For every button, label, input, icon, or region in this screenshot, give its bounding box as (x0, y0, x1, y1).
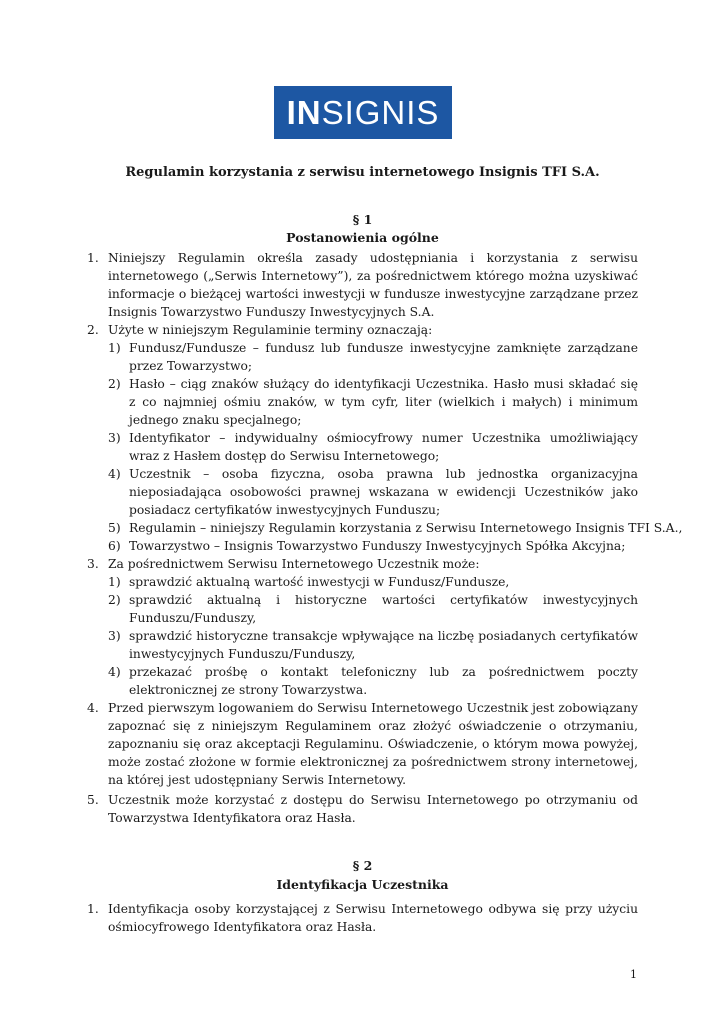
section-2-number: § 2 (352, 858, 373, 873)
item-2-1-marker-s2: 1. (87, 902, 99, 916)
logo-text-signis: SIGNIS (321, 93, 440, 131)
item-4-text: Przed pierwszym logowaniem do Serwisu Internetowego Uczestnik jest zobowiązany zapoznać się z niniejszym Regulaminem oraz złożyć oświadczenie o otrzymaniu, zapoznaniu się oraz akceptacji Regulaminu. Oświadczenie, o którym mowa powyżej, może zostać złożone w formie elektronicznej za pośrednictwem strony internetowej, na której jest udostępniany Serwis Internetowy. (108, 701, 638, 787)
item-3-4-marker: 4) (108, 665, 121, 679)
item-3-3-text: sprawdzić historyczne transakcje wpływające na liczbę posiadanych certyfikatów inwestycyjnych Funduszu/Funduszy, (129, 629, 638, 661)
item-1-marker: 1. (87, 251, 99, 265)
item-2-3-marker: 3) (108, 431, 121, 445)
item-3-1-marker: 1) (108, 575, 121, 589)
item-2-1-marker: 1) (108, 341, 121, 355)
item-4-marker: 4. (87, 701, 99, 715)
section-1-number: § 1 (352, 212, 373, 227)
item-2-1-text-s2: Identyfikacja osoby korzystającej z Serwisu Internetowego odbywa się przy użyciu ośmiocyfrowego Identyfikatora oraz Hasła. (108, 902, 638, 934)
item-5-marker: 5. (87, 793, 99, 807)
item-2-5-marker: 5) (108, 521, 121, 535)
item-3-2-text: sprawdzić aktualną i historyczne wartości certyfikatów inwestycyjnych Funduszu/Funduszy, (129, 593, 638, 625)
section-1-title: Postanowienia ogólne (286, 230, 439, 245)
section-2-title: Identyfikacja Uczestnika (276, 877, 449, 892)
item-2-text: Użyte w niniejszym Regulaminie terminy oznaczają: (108, 323, 433, 337)
item-2-2-marker: 2) (108, 377, 121, 391)
item-5-text: Uczestnik może korzystać z dostępu do Serwisu Internetowego po otrzymaniu od Towarzystwa Identyfikatora oraz Hasła. (108, 793, 638, 825)
item-2-3-text: Identyfikator – indywidualny ośmiocyfrowy numer Uczestnika umożliwiający wraz z Hasłem dostęp do Serwisu Internetowego; (129, 431, 638, 463)
item-3-3-marker: 3) (108, 629, 121, 643)
item-2-6-marker: 6) (108, 539, 121, 553)
item-2-marker: 2. (87, 323, 99, 337)
item-3-4-text: przekazać prośbę o kontakt telefoniczny lub za pośrednictwem poczty elektronicznej ze strony Towarzystwa. (129, 665, 638, 697)
logo-text-in: IN (286, 93, 322, 131)
document-title: Regulamin korzystania z serwisu internetowego Insignis TFI S.A. (125, 165, 600, 180)
item-2-1-text: Fundusz/Fundusze – fundusz lub fundusze inwestycyjne zamknięte zarządzane przez Towarzystwo; (129, 341, 638, 373)
item-2-4-marker: 4) (108, 467, 121, 481)
item-2-4-text: Uczestnik – osoba fizyczna, osoba prawna lub jednostka organizacyjna nieposiadająca osobowości prawnej wskazana w ewidencji Uczestników jako posiadacz certyfikatów inwestycyjnych Funduszu; (129, 467, 638, 517)
item-3-text: Za pośrednictwem Serwisu Internetowego Uczestnik może: (108, 557, 480, 571)
item-2-5-text: Regulamin – niniejszy Regulamin korzystania z Serwisu Internetowego Insignis TFI S.A., (129, 521, 683, 535)
item-2-6-text: Towarzystwo – Insignis Towarzystwo Funduszy Inwestycyjnych Spółka Akcyjna; (129, 539, 626, 553)
item-2-2-text: Hasło – ciąg znaków służący do identyfikacji Uczestnika. Hasło musi składać się z co najmniej ośmiu znaków, w tym cyfr, liter (wielkich i małych) i minimum jednego znaku specjalnego; (129, 377, 638, 427)
insignis-logo (274, 86, 452, 139)
item-1-text: Niniejszy Regulamin określa zasady udostępniania i korzystania z serwisu internetowego („Serwis Internetowy”), za pośrednictwem którego można uzyskiwać informacje o bieżącej wartości inwestycji w fundusze inwestycyjne zarządzane przez Insignis Towarzystwo Funduszy Inwestycyjnych S.A. (108, 251, 638, 319)
item-3-marker: 3. (87, 557, 99, 571)
page-number: 1 (630, 968, 637, 981)
item-3-2-marker: 2) (108, 593, 121, 607)
item-3-1-text: sprawdzić aktualną wartość inwestycji w Fundusz/Fundusze, (129, 575, 510, 589)
